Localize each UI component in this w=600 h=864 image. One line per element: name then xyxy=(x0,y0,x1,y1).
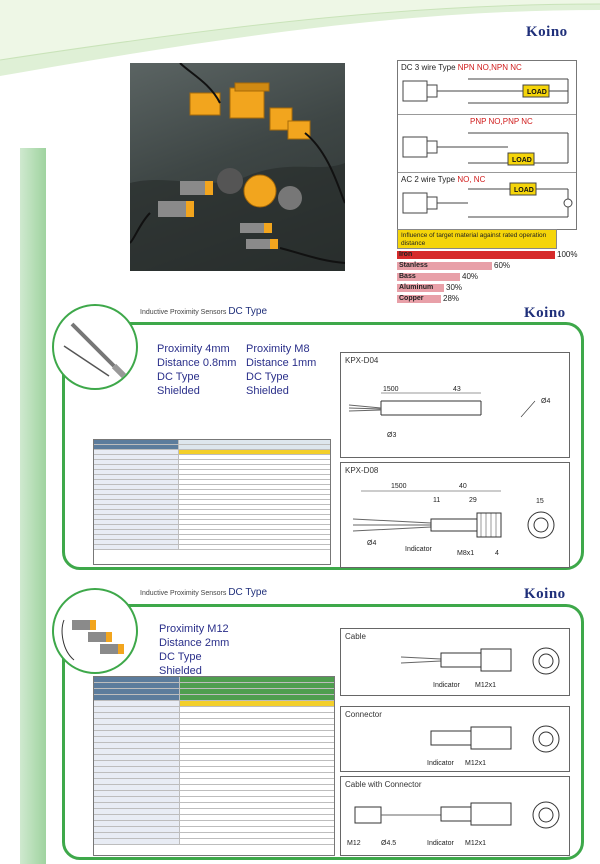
section1-spec-table xyxy=(93,439,331,565)
material-value: 28% xyxy=(443,294,460,303)
table-cell xyxy=(94,495,179,499)
table-cell xyxy=(94,677,180,682)
wiring-diagrams xyxy=(397,60,577,230)
table-cell xyxy=(94,737,180,742)
section2-diagram-cable xyxy=(340,628,570,696)
dim-label: 40 xyxy=(459,483,467,490)
diagram-d04-title: KPX-D04 xyxy=(345,356,379,365)
section1-diagram-d04 xyxy=(340,352,570,458)
table-cell xyxy=(94,779,180,784)
dim-label: Indicator xyxy=(427,840,454,847)
table-cell xyxy=(94,540,179,544)
table-cell xyxy=(94,743,180,748)
brand-logo: Koino xyxy=(524,586,566,602)
material-row xyxy=(397,283,577,293)
dim-label: 4 xyxy=(495,550,499,557)
table-cell xyxy=(94,520,179,524)
material-value: 40% xyxy=(462,272,479,281)
dim-label: 43 xyxy=(453,386,461,393)
material-row xyxy=(397,250,577,260)
material-value: 60% xyxy=(494,261,511,270)
wiring-dc3 xyxy=(398,61,576,115)
dim-label: M12 xyxy=(347,840,361,847)
table-cell xyxy=(94,445,179,449)
influence-title: Influence of target material against rated operation distance xyxy=(397,229,557,249)
table-cell xyxy=(180,695,334,700)
table-row xyxy=(94,839,334,845)
dim-label: Indicator xyxy=(433,682,460,689)
section2-small: Inductive Proximity Sensors xyxy=(140,590,227,597)
table-cell xyxy=(94,695,180,700)
section2-big: DC Type xyxy=(228,587,268,598)
table-cell xyxy=(180,689,334,694)
table-cell xyxy=(94,785,180,790)
table-cell xyxy=(94,683,180,688)
material-bar xyxy=(397,251,555,259)
dim-label: 15 xyxy=(536,498,544,505)
brand-logo: Koino xyxy=(524,305,566,321)
material-name: Copper xyxy=(399,295,424,302)
table-cell xyxy=(94,525,179,529)
dim-label: Indicator xyxy=(427,760,454,767)
table-cell xyxy=(94,440,179,444)
dim-label: Ø3 xyxy=(387,432,397,439)
load-label: LOAD xyxy=(527,89,547,96)
table-cell xyxy=(94,767,180,772)
table-cell xyxy=(94,480,179,484)
section1-spec-col2: Proximity M8 Distance 1mm DC Type Shielded xyxy=(246,343,317,397)
material-name: Aluminum xyxy=(399,284,434,291)
table-cell xyxy=(94,713,180,718)
dim-label: Indicator xyxy=(405,546,432,553)
wiring-pnp xyxy=(398,115,576,173)
section2-spec-col1: Proximity M12 Distance 2mm DC Type Shielded xyxy=(159,623,230,677)
diagram-cable-title: Cable xyxy=(345,632,366,641)
table-cell xyxy=(94,545,179,549)
dim-label: M12x1 xyxy=(465,760,487,767)
material-name: Iron xyxy=(399,251,413,258)
table-cell xyxy=(94,475,179,479)
section1-title xyxy=(140,306,267,317)
material-value: 30% xyxy=(446,283,463,292)
material-name: Stanless xyxy=(399,262,428,269)
table-cell xyxy=(94,535,179,539)
table-cell xyxy=(94,731,180,736)
section2-probe-image xyxy=(52,588,138,674)
dim-label: Ø4 xyxy=(541,398,551,405)
table-cell xyxy=(94,809,180,814)
table-cell xyxy=(94,791,180,796)
ac2-types: NO, NC xyxy=(457,175,486,184)
material-value: 100% xyxy=(557,250,578,259)
section2-diagram-cable-connector xyxy=(340,776,570,856)
pnp-types: PNP NO,PNP NC xyxy=(470,117,533,126)
table-cell xyxy=(94,815,180,820)
dc3-label: DC 3 wire Type xyxy=(401,63,456,72)
table-cell xyxy=(94,761,180,766)
dim-label: M12x1 xyxy=(465,840,487,847)
table-cell xyxy=(94,833,180,838)
table-cell xyxy=(94,797,180,802)
table-cell xyxy=(94,707,180,712)
table-cell xyxy=(180,683,334,688)
wiring-ac2 xyxy=(398,173,576,230)
table-cell xyxy=(94,460,179,464)
table-cell xyxy=(94,755,180,760)
table-cell xyxy=(94,719,180,724)
product-photo xyxy=(130,63,345,271)
section1-big: DC Type xyxy=(228,306,268,317)
material-row xyxy=(397,261,577,271)
table-cell xyxy=(180,677,334,682)
table-cell xyxy=(94,470,179,474)
table-cell xyxy=(94,749,180,754)
table-cell xyxy=(94,455,179,459)
table-row xyxy=(94,545,330,550)
table-cell xyxy=(94,490,179,494)
material-row xyxy=(397,294,577,304)
material-influence-chart xyxy=(397,229,577,305)
diagram-connector-title: Connector xyxy=(345,710,382,719)
section1-diagram-d08 xyxy=(340,462,570,568)
diagram-d08-title: KPX-D08 xyxy=(345,466,379,475)
table-cell xyxy=(94,773,180,778)
dc3-types: NPN NO,NPN NC xyxy=(457,63,522,72)
brand-logo: Koino xyxy=(526,24,568,40)
dim-label: Ø4 xyxy=(367,540,377,547)
table-cell xyxy=(94,500,179,504)
material-row xyxy=(397,272,577,282)
section1-small: Inductive Proximity Sensors xyxy=(140,309,227,316)
table-cell xyxy=(94,515,179,519)
load-label: LOAD xyxy=(512,157,532,164)
table-cell xyxy=(94,821,180,826)
section2-spec-table xyxy=(93,676,335,856)
material-name: Bass xyxy=(399,273,416,280)
dim-label: 29 xyxy=(469,497,477,504)
diagram-cable-connector-title: Cable with Connector xyxy=(345,780,422,789)
dim-label: 11 xyxy=(433,497,441,504)
ac2-label: AC 2 wire Type xyxy=(401,175,456,184)
left-accent-bar xyxy=(20,148,46,864)
table-cell xyxy=(94,485,179,489)
table-cell xyxy=(94,827,180,832)
table-cell xyxy=(94,701,180,706)
dim-label: Ø4.5 xyxy=(381,840,397,847)
table-cell xyxy=(94,839,180,844)
table-cell xyxy=(94,465,179,469)
dim-label: 1500 xyxy=(383,386,399,393)
section2-title xyxy=(140,587,267,598)
table-cell xyxy=(94,450,179,454)
table-cell xyxy=(94,505,179,509)
table-cell xyxy=(94,689,180,694)
table-cell xyxy=(94,725,180,730)
table-cell xyxy=(94,510,179,514)
dim-label: M12x1 xyxy=(475,682,497,689)
dim-label: M8x1 xyxy=(457,550,475,557)
section2-diagram-connector xyxy=(340,706,570,772)
dim-label: 1500 xyxy=(391,483,407,490)
load-label: LOAD xyxy=(514,187,534,194)
table-cell xyxy=(94,803,180,808)
section1-spec-col1: Proximity 4mm Distance 0.8mm DC Type Shielded xyxy=(157,343,237,397)
table-cell xyxy=(94,530,179,534)
section1-probe-image xyxy=(52,304,138,390)
